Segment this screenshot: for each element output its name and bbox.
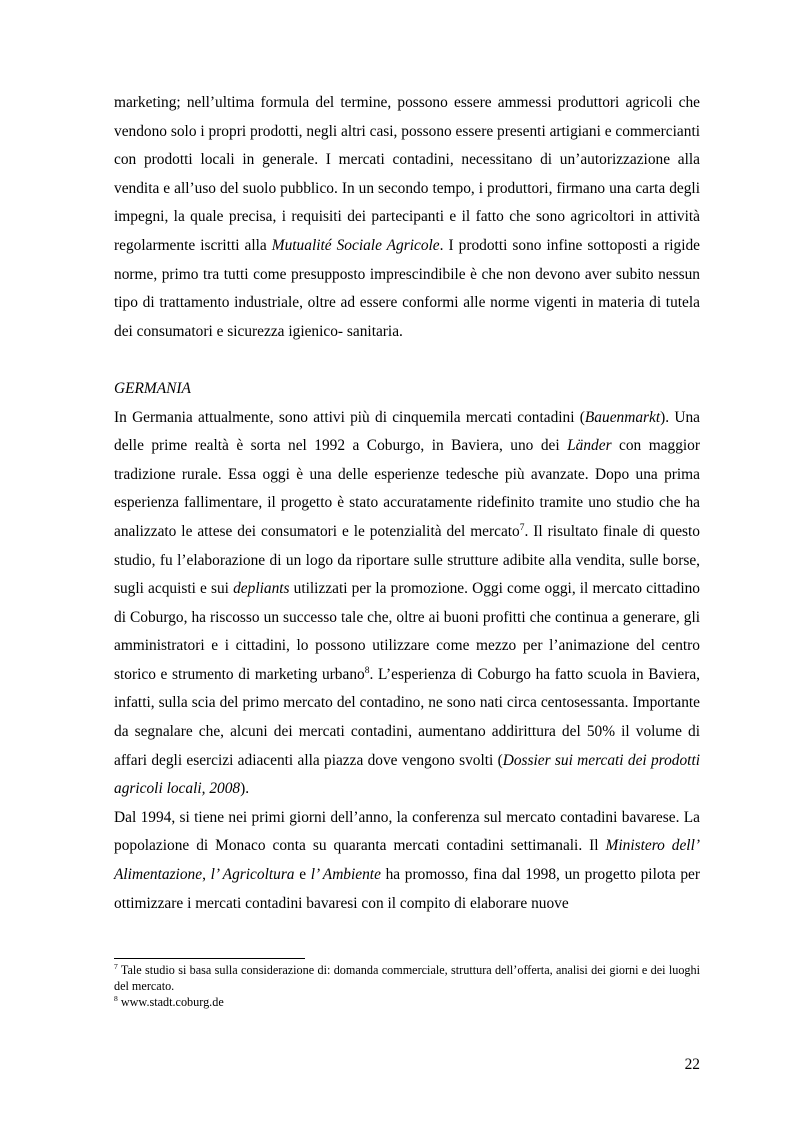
text-run: , (202, 866, 211, 884)
footnote-separator (114, 958, 305, 959)
italic-run: Mutualité Sociale Agricole (271, 236, 440, 254)
paragraph-baviera (114, 804, 700, 918)
page-number: 22 (684, 1056, 700, 1073)
italic-run: depliants (233, 580, 290, 598)
text-run: ). (240, 780, 250, 798)
paragraph-intro (114, 89, 700, 346)
italic-run: Bauenmarkt (584, 408, 661, 426)
text-run: . L’esperienza di Coburgo ha fatto scuola in Baviera, infatti, sulla scia del primo mercato del contadino, ne sono nati circa centosessanta. Importante da segnalare che, alcuni dei mercati contadini, aumentano addirittura del 50% il volume di affari degli esercizi adiacenti alla piazza dove vengono svolti ( (114, 665, 700, 769)
footnote-text: Tale studio si basa sulla considerazione di: domanda commerciale, struttura dell’offerta, analisi dei giorni e dei luoghi del mercato. (114, 963, 700, 993)
italic-run: Dossier sui mercati dei prodotti agricoli locali, 2008 (114, 751, 700, 798)
footnote-ref-7[interactable]: 7 (519, 521, 525, 533)
body-text (114, 89, 700, 918)
footnote-7 (114, 962, 700, 994)
footnote-mark: 7 (114, 961, 118, 971)
italic-run: Ministero dell’ Alimentazione (114, 837, 700, 884)
paragraph-gap (114, 346, 700, 375)
footnote-link[interactable]: www.stadt.coburg.de (117, 995, 224, 1009)
footnote-ref-8[interactable]: 8 (364, 664, 370, 676)
text-run: ). Una delle prime realtà è sorta nel 1992 a Coburgo, in Baviera, uno dei (114, 408, 701, 455)
paragraph-germania (114, 404, 700, 804)
text-run: utilizzati per la promozione. Oggi come oggi, il mercato cittadino di Coburgo, ha riscosso un successo tale che, oltre ai buoni profitti che continua a generare, gli amministratori e i cittadini, lo possono utilizzare come mezzo per l’animazione del centro storico e strumento di marketing urbano (114, 580, 700, 683)
text-run: marketing; nell’ultima formula del termine, possono essere ammessi produttori agricoli che vendono solo i propri prodotti, negli altri casi, possono essere presenti artigiani e commercianti con prodotti locali in generale. I mercati contadini, necessitano di un’autorizzazione alla vendita e all’uso del suolo pubblico. In un secondo tempo, i produttori, firmano una carta degli impegni, la quale precisa, i requisiti dei partecipanti e il fatto che sono agricoltori in attività regolarmente iscritti alla (114, 94, 700, 254)
text-run: ha promosso, fina dal 1998, un progetto pilota per ottimizzare i mercati contadini bavaresi con il compito di elaborare nuove (114, 866, 700, 912)
section-heading-germania: GERMANIA (114, 379, 191, 397)
italic-run: l’ Agricoltura (210, 866, 295, 884)
text-run: . I prodotti sono infine sottoposti a rigide norme, primo tra tutti come presupposto imprescindibile è che non devono aver subito nessun tipo di trattamento industriale, oltre ad essere conformi alle norme vigenti in materia di tutela dei consumatori e sicurezza igienico- sanitaria. (114, 236, 700, 340)
italic-run: l’ Ambiente (310, 866, 381, 884)
text-run: con maggior tradizione rurale. Essa oggi è una delle esperienze tedesche più avanzate. Dopo una prima esperienza fallimentare, il progetto è stato accuratamente ridefinito tramite uno studio che ha analizzato le attese dei consumatori e le potenzialità del mercato (114, 437, 700, 540)
text-run: Dal 1994, si tiene nei primi giorni dell’anno, la conferenza sul mercato contadini bavarese. La popolazione di Monaco conta su quaranta mercati contadini settimanali. Il (114, 808, 700, 855)
text-run: . Il risultato finale di questo studio, fu l’elaborazione di un logo da riportare sulle strutture adibite alla vendita, sulle borse, sugli acquisti e sui (114, 522, 700, 598)
italic-run: Länder (567, 437, 612, 455)
footnote-mark: 8 (114, 993, 118, 1003)
text-run: In Germania attualmente, sono attivi più di cinquemila mercati contadini ( (114, 408, 585, 426)
text-run: e (294, 866, 311, 884)
footnote-8 (114, 994, 700, 1010)
footnotes (114, 962, 700, 1010)
